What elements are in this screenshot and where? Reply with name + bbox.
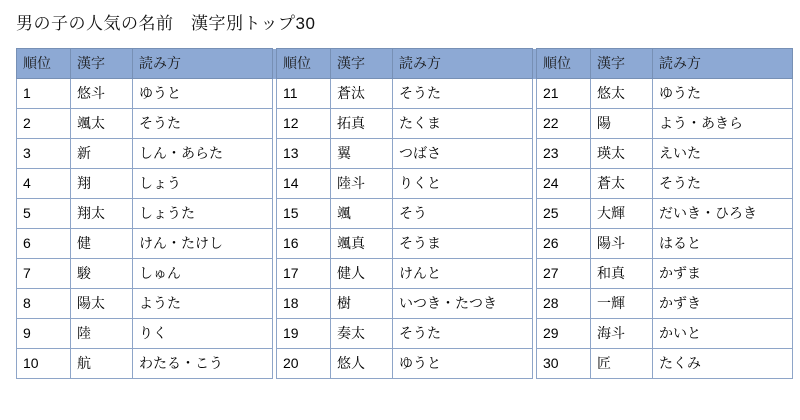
cell-rank: 10 bbox=[17, 349, 71, 379]
cell-rank: 23 bbox=[537, 139, 591, 169]
ranking-table bbox=[16, 48, 793, 379]
cell-kanji: 航 bbox=[71, 349, 133, 379]
cell-rank: 12 bbox=[277, 109, 331, 139]
table-row bbox=[17, 79, 793, 109]
cell-yomi: そう bbox=[393, 199, 533, 229]
cell-rank: 3 bbox=[17, 139, 71, 169]
cell-kanji: 大輝 bbox=[591, 199, 653, 229]
cell-yomi: よう・あきら bbox=[653, 109, 793, 139]
cell-rank: 27 bbox=[537, 259, 591, 289]
cell-yomi: だいき・ひろき bbox=[653, 199, 793, 229]
cell-yomi: えいた bbox=[653, 139, 793, 169]
column-header-rank-2: 順位 bbox=[277, 49, 331, 79]
column-header-rank-3: 順位 bbox=[537, 49, 591, 79]
cell-kanji: 翔太 bbox=[71, 199, 133, 229]
cell-kanji: 颯太 bbox=[71, 109, 133, 139]
cell-yomi: しょう bbox=[133, 169, 273, 199]
cell-yomi: りくと bbox=[393, 169, 533, 199]
table-row bbox=[17, 169, 793, 199]
cell-rank: 28 bbox=[537, 289, 591, 319]
cell-kanji: 一輝 bbox=[591, 289, 653, 319]
cell-yomi: かずま bbox=[653, 259, 793, 289]
cell-rank: 13 bbox=[277, 139, 331, 169]
header-row bbox=[17, 49, 793, 79]
cell-kanji: 奏太 bbox=[331, 319, 393, 349]
cell-yomi: たくま bbox=[393, 109, 533, 139]
cell-rank: 21 bbox=[537, 79, 591, 109]
table-row bbox=[17, 229, 793, 259]
cell-rank: 7 bbox=[17, 259, 71, 289]
column-header-kanji-2: 漢字 bbox=[331, 49, 393, 79]
cell-rank: 2 bbox=[17, 109, 71, 139]
cell-rank: 24 bbox=[537, 169, 591, 199]
cell-yomi: そうた bbox=[133, 109, 273, 139]
cell-kanji: 陸斗 bbox=[331, 169, 393, 199]
cell-kanji: 蒼太 bbox=[591, 169, 653, 199]
cell-kanji: 悠太 bbox=[591, 79, 653, 109]
cell-rank: 9 bbox=[17, 319, 71, 349]
page-title: 男の子の人気の名前 漢字別トップ30 bbox=[16, 14, 316, 33]
cell-kanji: 瑛太 bbox=[591, 139, 653, 169]
table-row bbox=[17, 199, 793, 229]
cell-kanji: 悠斗 bbox=[71, 79, 133, 109]
cell-rank: 20 bbox=[277, 349, 331, 379]
cell-kanji: 陸 bbox=[71, 319, 133, 349]
cell-rank: 14 bbox=[277, 169, 331, 199]
cell-rank: 25 bbox=[537, 199, 591, 229]
cell-kanji: 陽太 bbox=[71, 289, 133, 319]
cell-yomi: ゆうた bbox=[653, 79, 793, 109]
column-header-rank-1: 順位 bbox=[17, 49, 71, 79]
cell-rank: 15 bbox=[277, 199, 331, 229]
cell-yomi: はると bbox=[653, 229, 793, 259]
cell-kanji: 海斗 bbox=[591, 319, 653, 349]
cell-rank: 16 bbox=[277, 229, 331, 259]
cell-yomi: かずき bbox=[653, 289, 793, 319]
cell-rank: 19 bbox=[277, 319, 331, 349]
table-row bbox=[17, 349, 793, 379]
cell-rank: 22 bbox=[537, 109, 591, 139]
cell-kanji: 陽斗 bbox=[591, 229, 653, 259]
cell-yomi: けんと bbox=[393, 259, 533, 289]
cell-kanji: 健人 bbox=[331, 259, 393, 289]
table-row bbox=[17, 259, 793, 289]
cell-kanji: 悠人 bbox=[331, 349, 393, 379]
cell-kanji: 翼 bbox=[331, 139, 393, 169]
cell-rank: 5 bbox=[17, 199, 71, 229]
cell-yomi: つばさ bbox=[393, 139, 533, 169]
cell-kanji: 和真 bbox=[591, 259, 653, 289]
cell-yomi: りく bbox=[133, 319, 273, 349]
cell-yomi: ゆうと bbox=[393, 349, 533, 379]
cell-yomi: しょうた bbox=[133, 199, 273, 229]
table-header bbox=[17, 49, 793, 79]
cell-kanji: 駿 bbox=[71, 259, 133, 289]
cell-yomi: ようた bbox=[133, 289, 273, 319]
column-header-kanji-1: 漢字 bbox=[71, 49, 133, 79]
cell-kanji: 健 bbox=[71, 229, 133, 259]
cell-yomi: ゆうと bbox=[133, 79, 273, 109]
cell-yomi: かいと bbox=[653, 319, 793, 349]
cell-yomi: しゅん bbox=[133, 259, 273, 289]
cell-rank: 1 bbox=[17, 79, 71, 109]
cell-yomi: わたる・こう bbox=[133, 349, 273, 379]
cell-kanji: 颯真 bbox=[331, 229, 393, 259]
cell-kanji: 翔 bbox=[71, 169, 133, 199]
cell-rank: 26 bbox=[537, 229, 591, 259]
cell-kanji: 颯 bbox=[331, 199, 393, 229]
cell-rank: 4 bbox=[17, 169, 71, 199]
cell-yomi: いつき・たつき bbox=[393, 289, 533, 319]
cell-yomi: そうま bbox=[393, 229, 533, 259]
column-header-kanji-3: 漢字 bbox=[591, 49, 653, 79]
table-body bbox=[17, 79, 793, 379]
cell-kanji: 新 bbox=[71, 139, 133, 169]
column-header-yomi-2: 読み方 bbox=[393, 49, 533, 79]
table-row bbox=[17, 319, 793, 349]
cell-rank: 29 bbox=[537, 319, 591, 349]
column-header-yomi-3: 読み方 bbox=[653, 49, 793, 79]
cell-rank: 11 bbox=[277, 79, 331, 109]
cell-kanji: 拓真 bbox=[331, 109, 393, 139]
cell-yomi: そうた bbox=[653, 169, 793, 199]
table-row bbox=[17, 289, 793, 319]
cell-yomi: そうた bbox=[393, 319, 533, 349]
table-row bbox=[17, 139, 793, 169]
column-header-yomi-1: 読み方 bbox=[133, 49, 273, 79]
cell-rank: 6 bbox=[17, 229, 71, 259]
cell-kanji: 樹 bbox=[331, 289, 393, 319]
cell-kanji: 蒼汰 bbox=[331, 79, 393, 109]
cell-rank: 8 bbox=[17, 289, 71, 319]
table-row bbox=[17, 109, 793, 139]
cell-kanji: 匠 bbox=[591, 349, 653, 379]
cell-yomi: そうた bbox=[393, 79, 533, 109]
cell-rank: 30 bbox=[537, 349, 591, 379]
cell-kanji: 陽 bbox=[591, 109, 653, 139]
cell-rank: 17 bbox=[277, 259, 331, 289]
cell-yomi: しん・あらた bbox=[133, 139, 273, 169]
cell-rank: 18 bbox=[277, 289, 331, 319]
cell-yomi: たくみ bbox=[653, 349, 793, 379]
cell-yomi: けん・たけし bbox=[133, 229, 273, 259]
